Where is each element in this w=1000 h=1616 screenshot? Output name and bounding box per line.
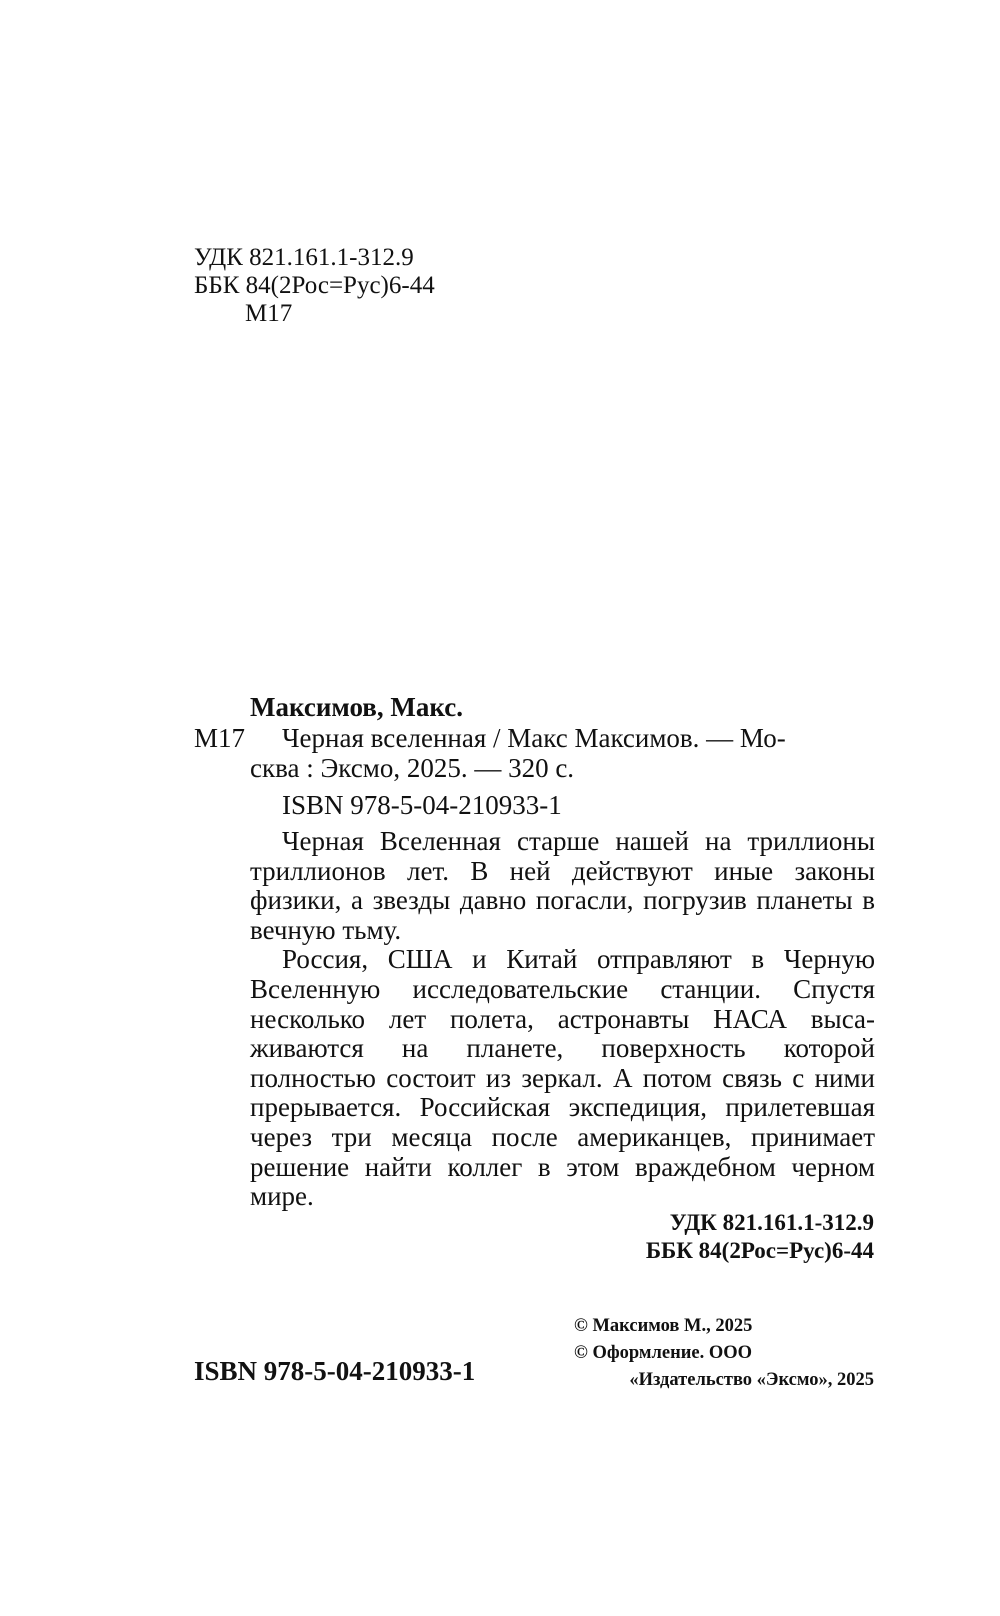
- copyright-publisher: «Издательство «Эксмо», 2025: [629, 1370, 874, 1390]
- annotation-paragraph-2: Россия, США и Китай отправляют в Черную Вселенную исследовательские станции. Спустя несколько лет полета, астронавты НАСА высаживаются на планете, поверхность которой полностью состоит из зеркал. А потом связь с ними прерывается. Российская экспедиция, прилетевшая через три месяца после американцев, принимает решение найти коллег в этом враждебном черном мире.: [250, 944, 875, 1212]
- top-author-mark: М17: [245, 300, 293, 327]
- bottom-bbk-code: ББК 84(2Рос=Рус)6-44: [645, 1238, 874, 1263]
- title-line-1: Черная вселенная / Макс Максимов. — Мо-: [282, 723, 786, 753]
- annotation: [250, 827, 875, 1212]
- copyright-design: © Оформление. ООО: [574, 1343, 753, 1363]
- annotation-paragraph-1: Черная Вселенная старше нашей на триллионы триллионов лет. В ней действуют иные законы физики, а звезды давно погасли, погрузив планеты в вечную тьму.: [250, 826, 875, 945]
- card-isbn: ISBN 978-5-04-210933-1: [282, 790, 562, 820]
- author-heading: Максимов, Макс.: [250, 692, 463, 722]
- top-bbk-code: ББК 84(2Рос=Рус)6-44: [194, 272, 435, 299]
- bottom-udk-code: УДК 821.161.1-312.9: [669, 1210, 874, 1235]
- top-udk-code: УДК 821.161.1-312.9: [194, 244, 414, 271]
- card-author-mark: М17: [194, 723, 246, 753]
- title-line-2: сква : Эксмо, 2025. — 320 с.: [250, 753, 575, 783]
- copyright-author: © Максимов М., 2025: [574, 1316, 753, 1336]
- isbn-bottom: ISBN 978-5-04-210933-1: [194, 1356, 476, 1386]
